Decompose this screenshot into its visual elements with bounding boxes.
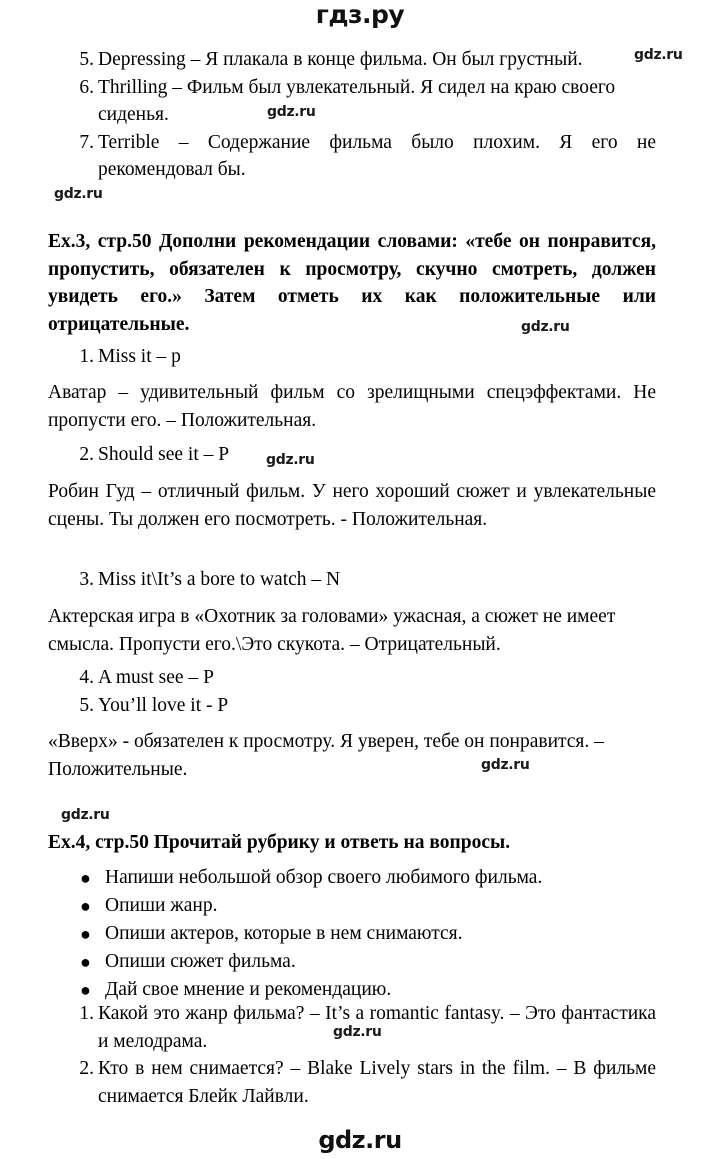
list-item-number: 7. (79, 131, 94, 153)
list-item-text: Дай свое мнение и рекомендацию. (105, 979, 392, 1000)
ex3-explanation-1 (48, 379, 656, 434)
watermark: gdz.ru (266, 452, 315, 468)
ex4-heading-block (48, 829, 656, 857)
list-item-text: Опиши жанр. (105, 895, 218, 916)
site-logo-bottom: gdz.ru (318, 1126, 402, 1154)
ex3-item-1 (48, 343, 656, 371)
watermark: gdz.ru (634, 47, 683, 63)
ex3-item-3 (48, 566, 656, 594)
list-item (48, 46, 656, 74)
watermark: gdz.ru (333, 1024, 382, 1040)
ex3-explanation-5 (48, 728, 656, 783)
ex3-explanation-text: Актерская игра в «Охотник за головами» ужасная, а сюжет не имеет смысла. Пропусти его.\Это скукота. – Отрицательный. (48, 606, 616, 655)
site-logo-top: гдз.ру (315, 0, 405, 29)
list-item (48, 129, 656, 184)
ex3-item-2 (48, 441, 656, 469)
top-answer-list (48, 46, 656, 184)
ex3-answer-text: Miss it – p (98, 346, 181, 367)
list-item (48, 74, 656, 129)
list-item-number: 6. (79, 76, 94, 98)
list-item-number: 5. (79, 49, 94, 70)
ex3-item-number: 3. (79, 569, 94, 590)
ex3-answer-text: You’ll love it - P (98, 694, 229, 716)
ex3-explanation-text: Робин Гуд – отличный фильм. У него хороший сюжет и увлекательные сцены. Ты должен его посмотреть. - Положительная. (48, 481, 656, 530)
ex3-answer-text: Miss it\It’s a bore to watch – N (98, 569, 341, 590)
ex3-item-number: 1. (79, 346, 94, 367)
ex3-item-number: 2. (79, 444, 94, 465)
list-item (48, 1055, 656, 1110)
ex3-item-number: 4. (79, 667, 94, 688)
list-item-text: Какой это жанр фильма? – It’s a romantic fantasy. – Это фантастика и мелодрама. (98, 1003, 656, 1052)
ex3-explanation-2 (48, 478, 656, 533)
watermark: gdz.ru (267, 104, 316, 120)
ex3-answer-row (48, 343, 656, 371)
ex3-answer-row (48, 664, 656, 692)
ex3-answer-text: A must see – P (98, 667, 214, 688)
ex3-explanation-text: Аватар – удивительный фильм со зрелищными спецэффектами. Не пропусти его. – Положительная. (48, 382, 656, 431)
list-item-text: Напиши небольшой обзор своего любимого фильма. (105, 867, 543, 888)
ex3-answer-row (48, 692, 656, 720)
watermark: gdz.ru (521, 319, 570, 335)
bullet-icon: ● (80, 896, 91, 916)
ex3-item-number: 5. (79, 694, 94, 716)
list-item (48, 892, 656, 920)
watermark: gdz.ru (481, 757, 530, 773)
ex3-explanation-text: «Вверх» - обязателен к просмотру. Я уверен, тебе он понравится. – Положительные. (48, 731, 604, 780)
ex3-explanation-3 (48, 603, 656, 658)
list-item-text: Depressing – Я плакала в конце фильма. Он был грустный. (98, 49, 583, 70)
ex3-answer-row (48, 566, 656, 594)
watermark: gdz.ru (61, 807, 110, 823)
list-item (48, 864, 656, 892)
ex3-heading: Ex.3, стр.50 Дополни рекомендации словами: «тебе он понравится, пропустить, обязателен к просмотру, скучно смотреть, должен увидеть его.» Затем отметь их как положительные или отрицательные. (48, 231, 656, 335)
list-item (48, 920, 656, 948)
bullet-icon: ● (80, 924, 91, 944)
ex3-answer-text: Should see it – P (98, 444, 230, 465)
ex3-answer-row (48, 441, 656, 469)
list-item-text: Опиши актеров, которые в нем снимаются. (105, 923, 463, 944)
list-item-text: Terrible – Содержание фильма было плохим. Я его не рекомендовал бы. (98, 131, 656, 180)
list-item-text: Опиши сюжет фильма. (105, 951, 296, 972)
ex3-item-4 (48, 664, 656, 719)
list-item-number: 2. (79, 1058, 94, 1079)
bullet-icon: ● (80, 980, 91, 1000)
ex4-bullet-list (48, 864, 656, 1004)
list-item (48, 948, 656, 976)
bullet-icon: ● (80, 952, 91, 972)
list-item-number: 1. (79, 1003, 94, 1024)
ex4-heading: Ex.4, стр.50 Прочитай рубрику и ответь на вопросы. (48, 832, 511, 853)
watermark: gdz.ru (54, 186, 103, 202)
bullet-icon: ● (80, 868, 91, 888)
list-item-text: Кто в нем снимается? – Blake Lively stars in the film. – В фильме снимается Блейк Лайвли. (98, 1058, 656, 1107)
ex4-question-list (48, 1000, 656, 1110)
list-item-text: Thrilling – Фильм был увлекательный. Я сидел на краю своего сиденья. (98, 76, 616, 125)
